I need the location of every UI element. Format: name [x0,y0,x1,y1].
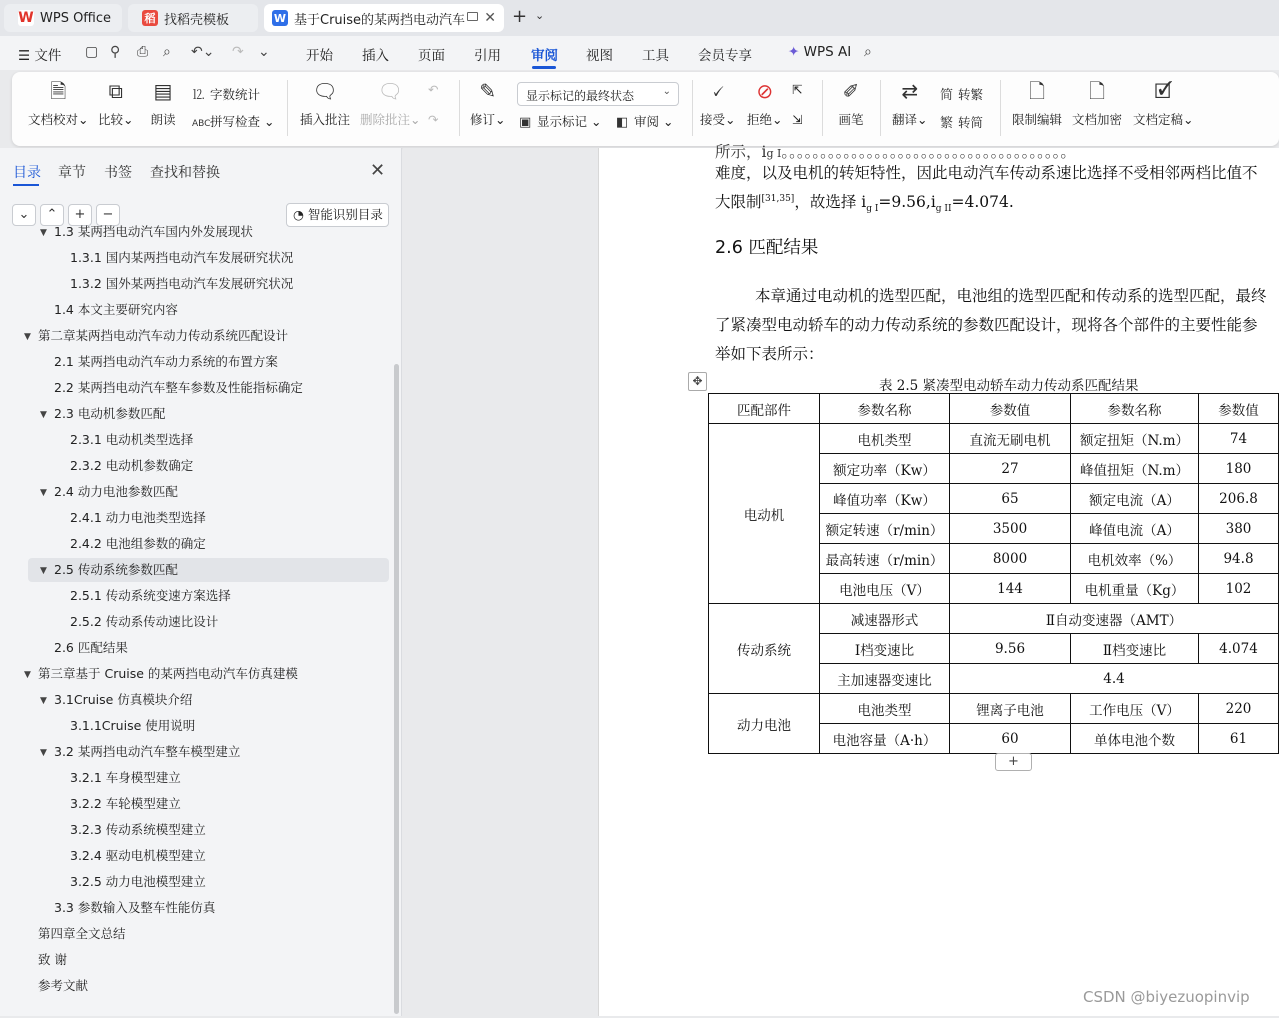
toc-item-label: 2.5 传动系统参数匹配 [54,562,178,577]
expand-arrow-icon[interactable]: ▼ [40,410,47,420]
sidebar-scrollbar[interactable] [394,364,399,1014]
table-cell[interactable]: 电机重量（Kg） [1071,574,1199,604]
body-line: 本章通过电动机的选型匹配，电池组的选型匹配和传动系的选型匹配，最终 [755,287,1267,305]
navigation-pane [0,148,402,1016]
document-page[interactable] [598,143,1279,1016]
toc-item-label: 2.4.2 电池组参数的确定 [70,536,206,551]
table-cell[interactable]: 144 [950,574,1071,604]
show-markup-label: 显示标记 [537,114,588,129]
toc-item[interactable] [0,818,394,842]
table-cell[interactable]: 8000 [950,544,1071,574]
table-cell[interactable]: Ⅰ档变速比 [820,634,950,664]
expand-arrow-icon[interactable]: ▼ [24,670,31,680]
menu-item-wps-ai[interactable] [788,44,851,60]
chevron-down-icon[interactable]: ⌄ [535,9,545,22]
remove-heading-button[interactable]: − [96,204,120,226]
new-tab-icon[interactable]: + [512,6,528,27]
toc-item-label: 3.2.4 驱动电机模型建立 [70,848,206,863]
accept-icon: 🗸 [710,79,725,103]
toc-item-label: 3.2.2 车轮模型建立 [70,796,181,811]
tab-document[interactable] [264,4,504,32]
menu-item-member[interactable]: 会员专享 [698,48,752,64]
toc-item[interactable] [0,662,394,686]
show-markup-button[interactable]: ▣ 显示标记 ⌄ [519,114,602,130]
text-run: =9.56,i [878,193,936,211]
table-row [709,424,1279,454]
toc-item[interactable] [0,714,394,738]
traditional-icon: 简 [940,88,954,103]
group-label-cell[interactable]: 电动机 [709,424,820,604]
wps-writer-icon: W [273,11,287,25]
toc-item-label: 3.2.3 传动系统模型建立 [70,822,206,837]
table-cell[interactable]: 峰值电流（A） [1071,514,1199,544]
table-cell[interactable]: 27 [950,454,1071,484]
read-aloud-label: 朗读 [150,112,176,127]
previous-change-icon[interactable]: ⇱ [792,82,803,97]
toc-item[interactable] [0,532,394,556]
toc-item-label: 2.6 匹配结果 [54,640,128,655]
export-icon[interactable]: ⚲ [110,44,121,60]
next-comment-icon[interactable]: ↷ [428,112,439,127]
menu-item-insert[interactable]: 插入 [362,48,389,64]
table-cell[interactable]: 61 [1199,724,1279,754]
toc-item-label: 2.5.2 传动系传动速比设计 [70,614,219,629]
smart-toc-icon: ◔ [293,207,304,222]
expand-arrow-icon[interactable]: ▼ [24,332,31,342]
table-cell[interactable]: 180 [1199,454,1279,484]
toc-item[interactable] [0,974,394,998]
section-heading: 2.6 匹配结果 [715,238,819,258]
ribbon-separator [459,80,460,136]
save-icon[interactable]: ▢ [85,44,99,60]
review-pane-label: 审阅 [634,114,660,129]
table-cell[interactable]: Ⅱ自动变速器（AMT） [950,604,1279,634]
encrypt-label: 文档加密 [1072,112,1123,127]
table-move-handle-icon[interactable]: ✥ [688,372,707,391]
reject-label: 拒绝 [747,112,773,127]
compare-label: 比较 [98,112,124,127]
toc-item[interactable] [28,558,389,582]
toc-item[interactable] [0,766,394,790]
collapse-up-button[interactable]: ⌃ [40,204,64,226]
spell-check-icon: ABC [192,119,211,129]
finalize-icon: 🗹 [1154,79,1173,103]
revise-icon: ✎ [479,79,497,103]
search-icon[interactable]: ⌕ [864,44,872,60]
toc-item-label: 2.3.1 电动机类型选择 [70,432,194,447]
compare-icon: ⧉ [108,79,123,103]
active-menu-indicator [532,66,556,69]
tab-label: 基于Cruise的某两挡电动汽车 [294,12,466,28]
spell-check-button[interactable]: ABC拼写检查 ⌄ [192,114,275,129]
word-count-icon: ⒓ [192,88,206,103]
menu-file[interactable]: ☰ 文件 [18,48,62,64]
toc-item-label: 2.5.1 传动系统变速方案选择 [70,588,231,603]
ink-button[interactable] [838,78,864,128]
read-aloud-icon: ▤ [153,79,173,103]
toc-item-label: 3.2 某两挡电动汽车整车模型建立 [54,744,241,759]
toc-item-label: 3.2.5 动力电池模型建立 [70,874,206,889]
wps-logo-icon: W [18,10,34,26]
table-body [709,394,1279,754]
expand-arrow-icon[interactable]: ▼ [40,696,47,706]
finalize-label: 文档定稿 [1133,112,1184,127]
toc-item-label: 3.3 参数输入及整车性能仿真 [54,900,216,915]
table-cell[interactable]: 4.074 [1199,634,1279,664]
subscript: g I [866,204,879,215]
simplified-icon: 繁 [940,116,954,131]
chevron-down-icon: ⌄ [662,86,671,97]
spell-check-label: 拼写检查 [210,114,261,129]
accept-button[interactable]: 🗸 接受⌄ [700,79,736,127]
menu-item-home[interactable]: 开始 [306,48,333,64]
ribbon-separator [822,80,823,136]
toc-item[interactable] [0,844,394,868]
undo-icon[interactable]: ↶⌄ [191,44,215,60]
expand-arrow-icon[interactable]: ▼ [40,228,47,238]
more-icon[interactable]: ⌄ [258,44,270,60]
table-header-cell[interactable]: 参数值 [950,394,1071,424]
partially-visible-line: 所示，ig I。。。。。。。。。。。。。。。。。。。。。。。。。。。。。。。。。。。。。 [715,143,1076,161]
toc-item-label: 第二章某两挡电动汽车动力传动系统匹配设计 [38,328,289,343]
toc-item[interactable] [0,740,394,764]
table-cell[interactable]: 380 [1199,514,1279,544]
revise-button[interactable]: ✎ 修订⌄ [470,79,506,127]
toc-item[interactable] [0,792,394,816]
ribbon-toolbar [12,72,1279,146]
accept-label: 接受 [700,112,726,127]
citation: [31,35] [761,193,795,204]
toc-item[interactable] [0,636,394,660]
tab-bookmarks[interactable]: 书签 [104,165,132,181]
table-cell[interactable]: 4.4 [950,664,1279,694]
table-cell[interactable]: 9.56 [950,634,1071,664]
table-cell[interactable]: Ⅱ档变速比 [1071,634,1199,664]
table-cell[interactable]: 额定电流（A） [1071,484,1199,514]
text-run: ，故选择 i [794,193,867,211]
toc-item[interactable] [0,870,394,894]
add-heading-button[interactable]: + [68,204,92,226]
toc-item-label: 第四章全文总结 [38,926,126,941]
active-tab-indicator [13,184,39,186]
toc-item[interactable] [0,922,394,946]
table-row [709,604,1279,634]
to-traditional-label: 转繁 [958,87,984,102]
compare-button[interactable]: ⧉ 比较⌄ [98,79,134,127]
toc-item-label: 2.2 某两挡电动汽车整车参数及性能指标确定 [54,380,303,395]
review-pane-icon: ◧ [616,115,629,130]
toc-item[interactable] [0,610,394,634]
restrict-edit-label: 限制编辑 [1012,112,1063,127]
menu-item-page[interactable]: 页面 [418,48,445,64]
table-cell[interactable]: 电池类型 [820,694,950,724]
doc-check-icon: 🗎 [50,79,67,103]
toc-item[interactable] [0,896,394,920]
toc-item-label: 3.1Cruise 仿真模块介绍 [54,692,193,707]
translate-label: 翻译 [892,112,918,127]
table-cell[interactable]: 工作电压（V） [1071,694,1199,724]
doc-check-label: 文档校对 [28,112,79,127]
encrypt-button[interactable] [1072,78,1122,128]
group-label-cell[interactable]: 传动系统 [709,604,820,694]
reject-button[interactable]: ⊘ 拒绝⌄ [747,79,783,127]
table-cell[interactable]: 74 [1199,424,1279,454]
menu-file-label: 文件 [34,48,62,64]
comment-delete-icon: 🗨 [377,79,403,103]
table-cell[interactable]: 额定扭矩（N.m） [1071,424,1199,454]
table-cell[interactable]: 峰值扭矩（N.m） [1071,454,1199,484]
to-simplified-label: 转简 [958,115,984,130]
wps-ai-icon: ✦ [788,44,800,60]
menu-bar [0,36,1279,70]
toc-item[interactable] [0,480,394,504]
delete-comment-label: 删除批注 [360,112,411,127]
toc-item[interactable] [0,454,394,478]
toc-item-label: 2.1 某两挡电动汽车动力系统的布置方案 [54,354,278,369]
toc-item[interactable] [0,584,394,608]
toc-item-label: 3.2.1 车身模型建立 [70,770,181,785]
table-header-cell[interactable]: 参数值 [1199,394,1279,424]
close-icon[interactable]: ✕ [370,160,386,181]
table-cell[interactable]: 电池容量（A·h） [820,724,950,754]
ribbon-separator [1000,80,1001,136]
toc-item[interactable] [0,506,394,530]
tab-toc[interactable]: 目录 [13,165,41,181]
toc-item-label: 2.4.1 动力电池类型选择 [70,510,206,525]
table-caption: 表 2.5 紧凑型电动轿车动力传动系匹配结果 [879,378,1139,394]
menu-item-tools[interactable]: 工具 [642,48,669,64]
insert-comment-label: 插入批注 [300,112,351,127]
toc-item-label: 1.3.1 国内某两挡电动汽车发展研究状况 [70,250,294,265]
pen-icon: ✐ [842,79,860,103]
smart-toc-label: 智能识别目录 [307,207,383,222]
delete-comment-button[interactable]: 🗨 删除批注⌄ [360,79,421,127]
toc-item-label: 2.3 电动机参数匹配 [54,406,166,421]
table-cell[interactable]: 220 [1199,694,1279,724]
print-preview-icon[interactable]: ⌕ [163,44,171,60]
show-markup-icon: ▣ [519,115,532,130]
menu-item-review[interactable]: 审阅 [531,48,558,64]
wps-ai-label: WPS AI [803,44,852,60]
expand-down-button[interactable]: ⌄ [12,204,36,226]
toc-item-label: 1.4 本文主要研究内容 [54,302,178,317]
tab-label: 找稻壳模板 [164,12,230,28]
table-cell[interactable]: 206.8 [1199,484,1279,514]
toc-item[interactable] [0,402,394,426]
expand-arrow-icon[interactable]: ▼ [40,748,47,758]
table-cell[interactable]: 主加速器变速比 [820,664,950,694]
body-line: 举如下表所示： [715,345,824,363]
window-icon[interactable] [467,12,478,21]
to-traditional-button[interactable] [940,84,983,103]
toc-item-label: 2.3.2 电动机参数确定 [70,458,194,473]
table-cell[interactable]: 减速器形式 [820,604,950,634]
tab-sections[interactable]: 章节 [58,165,86,181]
redo-icon[interactable]: ↷ [232,44,244,60]
toc-item[interactable] [0,298,394,322]
toc-item[interactable] [0,324,394,348]
toc-item[interactable] [0,272,394,296]
table-cell[interactable]: 电机效率（%） [1071,544,1199,574]
toc-item[interactable] [0,688,394,712]
encrypt-icon: 🗋 [1088,79,1106,103]
table-header-cell[interactable]: 匹配部件 [709,394,820,424]
read-aloud-button[interactable] [150,78,176,128]
table-cell[interactable]: 电机类型 [820,424,950,454]
table-row [709,694,1279,724]
previous-comment-icon[interactable]: ↶ [428,82,439,97]
subscript: g II [935,204,952,215]
comment-add-icon: 🗨 [312,79,338,103]
text-run: =4.074. [951,193,1014,211]
table-cell[interactable]: 94.8 [1199,544,1279,574]
restrict-edit-button[interactable] [1012,78,1062,128]
table-header-cell[interactable]: 参数名称 [820,394,950,424]
ribbon-separator [692,80,693,136]
doc-check-button[interactable]: 🗎 文档校对⌄ [28,79,89,127]
translate-button[interactable]: ⇄ 翻译⌄ [892,79,928,127]
toc-item-label: 2.4 动力电池参数匹配 [54,484,178,499]
toc-item[interactable] [0,428,394,452]
body-line: 了紧凑型电动轿车的动力传动系统的参数匹配设计，现将各个部件的主要性能参 [715,316,1258,334]
markup-state-value: 显示标记的最终状态 [526,89,635,103]
table-cell[interactable]: 最高转速（r/min） [820,544,950,574]
word-count-label: 字数统计 [210,87,261,102]
table-cell[interactable]: 单体电池个数 [1071,724,1199,754]
tab-docer[interactable] [128,4,258,32]
toc-item[interactable] [0,948,394,972]
menu-item-reference[interactable]: 引用 [474,48,501,64]
markup-state-select[interactable] [517,82,679,106]
ribbon-separator [287,80,288,136]
word-count-button[interactable] [192,84,260,103]
docer-logo-icon: 稻 [142,10,158,26]
table-cell[interactable]: 3500 [950,514,1071,544]
text-run: 大限制 [715,193,762,211]
toc-item-label: 第三章基于 Cruise 的某两挡电动汽车仿真建模 [38,666,298,681]
body-line-ratio [715,190,1014,214]
table-cell[interactable]: 峰值功率（Kw） [820,484,950,514]
insert-comment-button[interactable] [300,78,350,128]
table-header-cell[interactable]: 参数名称 [1071,394,1199,424]
menu-item-view[interactable]: 视图 [586,48,613,64]
finalize-button[interactable]: 🗹 文档定稿⌄ [1133,79,1194,127]
print-icon[interactable]: ⎙ [137,44,149,60]
table-cell[interactable]: 65 [950,484,1071,514]
expand-arrow-icon[interactable]: ▼ [40,488,47,498]
close-tab-icon[interactable]: ✕ [484,10,496,26]
table-cell[interactable]: 额定功率（Kw） [820,454,950,484]
parameter-table[interactable] [708,393,1279,754]
revise-label: 修订 [470,112,496,127]
toc-item-label: 参考文献 [38,978,89,993]
table-cell[interactable]: 60 [950,724,1071,754]
tab-bar [0,0,1279,36]
ink-label: 画笔 [838,112,864,127]
next-change-icon[interactable]: ⇲ [792,112,803,127]
toc-item-label: 1.3 某两挡电动汽车国内外发展现状 [54,224,253,239]
reject-icon: ⊘ [756,79,774,103]
lock-doc-icon: 🗋 [1028,79,1046,103]
table-cell[interactable]: 额定转速（r/min） [820,514,950,544]
table-cell[interactable]: 锂离子电池 [950,694,1071,724]
body-line: 难度，以及电机的转矩特性，因此电动汽车传动系速比选择不受相邻两档比值不 [715,164,1258,182]
tab-label: WPS Office [40,10,112,26]
table-cell[interactable]: 电池电压（V） [820,574,950,604]
toc-item-label: 1.3.2 国外某两挡电动汽车发展研究状况 [70,276,294,291]
toc-item-label: 致 谢 [38,952,67,967]
translate-icon: ⇄ [901,79,919,103]
toc-item[interactable] [0,350,394,374]
add-row-button[interactable]: + [995,753,1032,771]
table-cell[interactable]: 直流无刷电机 [950,424,1071,454]
toc-list [0,224,394,1014]
review-pane-button[interactable]: ◧ 审阅 ⌄ [616,114,674,130]
to-simplified-button[interactable] [940,112,983,131]
table-cell[interactable]: 102 [1199,574,1279,604]
toc-item-label: 3.1.1Cruise 使用说明 [70,718,196,733]
tab-find-replace[interactable]: 查找和替换 [150,165,220,181]
tab-wps-office[interactable] [4,4,122,32]
ribbon-separator [880,80,881,136]
toc-item[interactable] [0,220,394,244]
expand-arrow-icon[interactable]: ▼ [40,566,47,576]
toc-item[interactable] [0,246,394,270]
table-header-row [709,394,1279,424]
group-label-cell[interactable]: 动力电池 [709,694,820,754]
watermark: CSDN @biyezuopinvip [1083,988,1250,1006]
toc-item[interactable] [0,376,394,400]
